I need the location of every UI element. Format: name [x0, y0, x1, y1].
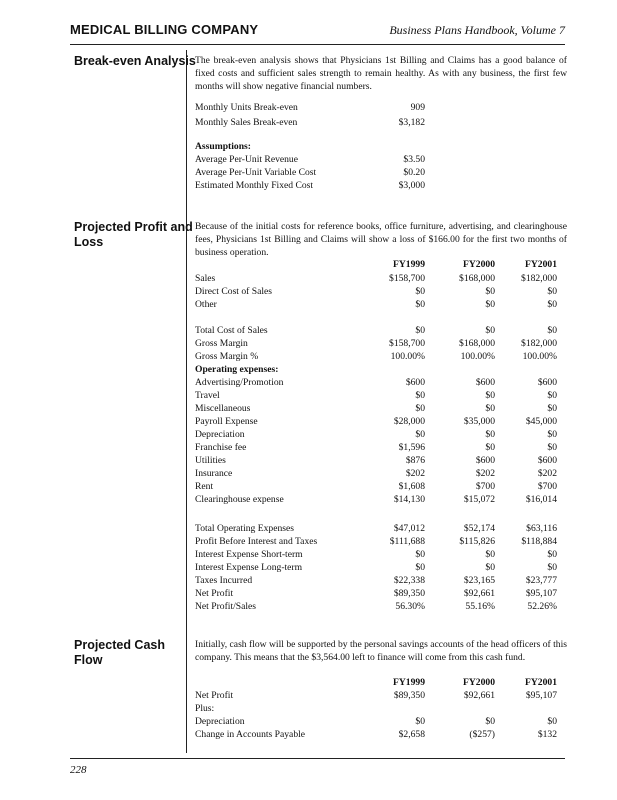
row-label: Estimated Monthly Fixed Cost — [195, 180, 314, 191]
break-even-paragraph: The break-even analysis shows that Physicians 1st Billing and Claims has a good balance of fixed costs and sufficient sales strength to remain healthy. As with any business, the first few months will show negative financial numbers. — [195, 55, 567, 92]
row-value-fy2000: $0 — [485, 716, 495, 727]
row-value-fy2001: $202 — [537, 468, 557, 479]
row-value-fy1999: $14,130 — [393, 494, 425, 505]
table-row — [195, 702, 567, 715]
table-row — [195, 116, 567, 129]
row-value-fy1999: $47,012 — [393, 523, 425, 534]
row-value-fy2000: $92,661 — [463, 588, 495, 599]
assumptions-heading-row — [195, 140, 567, 153]
row-value-fy2001: $0 — [547, 716, 557, 727]
row-label: Clearinghouse expense — [195, 494, 284, 505]
row-value-fy2001: $16,014 — [525, 494, 557, 505]
assumptions-heading: Assumptions: — [195, 141, 251, 152]
table-row — [195, 337, 567, 350]
row-label: Depreciation — [195, 716, 245, 727]
row-value-fy2000: ($257) — [469, 729, 495, 740]
column-divider — [186, 50, 187, 753]
table-row — [195, 467, 567, 480]
table-row — [195, 389, 567, 402]
row-label: Net Profit — [195, 690, 234, 701]
row-label: Travel — [195, 390, 220, 401]
row-label: Other — [195, 299, 217, 310]
row-value-fy2000: $23,165 — [463, 575, 495, 586]
table-row — [195, 728, 567, 741]
table-row — [195, 454, 567, 467]
row-label: Franchise fee — [195, 442, 247, 453]
table-row — [195, 272, 567, 285]
row-value-fy1999: $0 — [415, 299, 425, 310]
row-label: Total Operating Expenses — [195, 523, 294, 534]
row-label: Net Profit — [195, 588, 234, 599]
row-value-fy1999: $0 — [415, 403, 425, 414]
row-value-fy1999: $0 — [415, 716, 425, 727]
row-value-fy2000: $0 — [485, 429, 495, 440]
row-label: Total Cost of Sales — [195, 325, 268, 336]
row-value-fy2000: $168,000 — [459, 338, 495, 349]
row-value-fy2001: 52.26% — [527, 601, 557, 612]
row-value-fy1999: $0 — [415, 286, 425, 297]
row-value-fy2001: 100.00% — [522, 351, 557, 362]
row-value-fy2001: $700 — [537, 481, 557, 492]
row-value-fy2001: $23,777 — [525, 575, 557, 586]
row-label: Average Per-Unit Variable Cost — [195, 167, 317, 178]
row-label: Monthly Sales Break-even — [195, 117, 298, 128]
row-value-fy1999: $0 — [415, 562, 425, 573]
row-value-fy2000: $52,174 — [463, 523, 495, 534]
row-value-fy1999: $28,000 — [393, 416, 425, 427]
table-row — [195, 441, 567, 454]
handbook-title: Business Plans Handbook, Volume 7 — [389, 23, 565, 37]
row-value-fy2000: $600 — [475, 455, 495, 466]
table-row — [195, 600, 567, 613]
section-heading-cash-flow — [74, 638, 165, 668]
row-value-fy1999: $0 — [415, 325, 425, 336]
row-label: Insurance — [195, 468, 233, 479]
year-header: FY1999 — [393, 259, 425, 270]
row-value-fy2001: $118,884 — [521, 536, 557, 547]
table-row — [195, 285, 567, 298]
row-value-fy1999: $158,700 — [389, 273, 425, 284]
row-value-fy2001: $182,000 — [521, 273, 557, 284]
row-value-fy2001: $95,107 — [525, 588, 557, 599]
year-header: FY1999 — [393, 677, 425, 688]
year-header-row — [195, 258, 567, 271]
row-value-fy2000: $0 — [485, 286, 495, 297]
row-value-fy2001: $0 — [547, 390, 557, 401]
row-value: 909 — [410, 102, 425, 113]
row-label: Plus: — [195, 703, 215, 714]
row-value-fy2000: $0 — [485, 403, 495, 414]
row-value-fy2001: $95,107 — [525, 690, 557, 701]
table-row — [195, 574, 567, 587]
row-value-fy2001: $0 — [547, 325, 557, 336]
cash-flow-paragraph: Initially, cash flow will be supported by the personal savings accounts of the head officers of this company. This means that the $3,564.00 left to finance will come from this cash fund. — [195, 639, 567, 663]
row-value-fy1999: $2,658 — [398, 729, 425, 740]
opex-heading-row — [195, 363, 567, 376]
table-row — [195, 350, 567, 363]
row-value: $0.20 — [403, 167, 425, 178]
row-value: $3.50 — [403, 154, 425, 165]
row-value-fy1999: $202 — [405, 468, 425, 479]
table-row — [195, 298, 567, 311]
row-value-fy2000: $15,072 — [463, 494, 495, 505]
row-value-fy2000: $700 — [475, 481, 495, 492]
row-value-fy2001: $0 — [547, 299, 557, 310]
row-value-fy2000: $115,826 — [459, 536, 495, 547]
table-row — [195, 101, 567, 114]
row-value-fy1999: $89,350 — [393, 588, 425, 599]
row-value-fy2001: $0 — [547, 562, 557, 573]
row-value-fy2001: $0 — [547, 403, 557, 414]
row-value-fy2000: $92,661 — [463, 690, 495, 701]
table-row — [195, 324, 567, 337]
table-row — [195, 179, 567, 192]
row-label: Net Profit/Sales — [195, 601, 257, 612]
row-label: Direct Cost of Sales — [195, 286, 273, 297]
row-value-fy2000: $0 — [485, 549, 495, 560]
row-value-fy1999: $1,596 — [398, 442, 425, 453]
row-value-fy1999: 100.00% — [390, 351, 425, 362]
row-label: Miscellaneous — [195, 403, 251, 414]
row-value: $3,000 — [398, 180, 425, 191]
row-label: Gross Margin — [195, 338, 248, 349]
row-value-fy1999: $111,688 — [389, 536, 425, 547]
row-label: Rent — [195, 481, 214, 492]
row-label: Interest Expense Long-term — [195, 562, 303, 573]
year-header-row — [195, 676, 567, 689]
section-heading-profit-loss — [74, 220, 193, 250]
section-heading-break-even: Break-even Analysis — [74, 54, 196, 68]
row-value-fy2000: $202 — [475, 468, 495, 479]
row-value-fy2000: $0 — [485, 390, 495, 401]
row-value-fy2000: $35,000 — [463, 416, 495, 427]
row-value-fy2001: $0 — [547, 442, 557, 453]
row-value: $3,182 — [398, 117, 425, 128]
table-row — [195, 493, 567, 506]
row-label: Gross Margin % — [195, 351, 259, 362]
heading-line: Loss — [74, 235, 104, 249]
row-value-fy2001: $132 — [537, 729, 557, 740]
heading-line: Projected Profit and — [74, 220, 193, 234]
row-label: Utilities — [195, 455, 226, 466]
row-value-fy1999: $158,700 — [389, 338, 425, 349]
row-value-fy2001: $600 — [537, 377, 557, 388]
table-row — [195, 522, 567, 535]
row-value-fy1999: $0 — [415, 390, 425, 401]
row-value-fy2000: $168,000 — [459, 273, 495, 284]
table-row — [195, 376, 567, 389]
row-value-fy2000: $600 — [475, 377, 495, 388]
opex-heading: Operating expenses: — [195, 364, 279, 375]
page-number: 228 — [70, 764, 87, 776]
year-header: FY2001 — [525, 677, 557, 688]
row-label: Sales — [195, 273, 216, 284]
table-row — [195, 166, 567, 179]
row-label: Advertising/Promotion — [195, 377, 284, 388]
running-header — [70, 20, 565, 45]
table-row — [195, 480, 567, 493]
year-header: FY2001 — [525, 259, 557, 270]
row-value-fy2000: $0 — [485, 325, 495, 336]
table-row — [195, 587, 567, 600]
row-label: Change in Accounts Payable — [195, 729, 306, 740]
row-label: Depreciation — [195, 429, 245, 440]
heading-line: Projected Cash — [74, 638, 166, 652]
heading-line: Flow — [74, 653, 103, 667]
row-value-fy2001: $0 — [547, 549, 557, 560]
row-value-fy2000: $0 — [485, 299, 495, 310]
row-label: Monthly Units Break-even — [195, 102, 298, 113]
table-row — [195, 689, 567, 702]
table-row — [195, 428, 567, 441]
row-value-fy1999: $89,350 — [393, 690, 425, 701]
year-header: FY2000 — [463, 677, 495, 688]
table-row — [195, 415, 567, 428]
row-value-fy1999: $876 — [405, 455, 425, 466]
row-label: Average Per-Unit Revenue — [195, 154, 298, 165]
row-value-fy2000: 100.00% — [460, 351, 495, 362]
table-row — [195, 153, 567, 166]
row-value-fy1999: $0 — [415, 549, 425, 560]
table-row — [195, 561, 567, 574]
table-row — [195, 402, 567, 415]
row-value-fy2001: $182,000 — [521, 338, 557, 349]
footer-rule — [70, 758, 565, 759]
row-label: Interest Expense Short-term — [195, 549, 303, 560]
row-value-fy1999: $600 — [405, 377, 425, 388]
row-label: Profit Before Interest and Taxes — [195, 536, 318, 547]
row-value-fy2000: 55.16% — [465, 601, 495, 612]
row-value-fy2001: $0 — [547, 429, 557, 440]
company-title: MEDICAL BILLING COMPANY — [70, 22, 259, 37]
row-value-fy2001: $600 — [537, 455, 557, 466]
profit-loss-paragraph: Because of the initial costs for reference books, office furniture, advertising, and clearinghouse fees, Physicians 1st Billing and Claims will show a loss of $166.00 for the first two months of business operation. — [195, 221, 567, 258]
row-value-fy1999: $0 — [415, 429, 425, 440]
row-value-fy2000: $0 — [485, 562, 495, 573]
row-value-fy2001: $45,000 — [525, 416, 557, 427]
table-row — [195, 715, 567, 728]
row-value-fy2001: $63,116 — [526, 523, 557, 534]
row-value-fy1999: 56.30% — [395, 601, 425, 612]
row-value-fy1999: $1,608 — [398, 481, 425, 492]
row-value-fy2001: $0 — [547, 286, 557, 297]
year-header: FY2000 — [463, 259, 495, 270]
row-value-fy2000: $0 — [485, 442, 495, 453]
table-row — [195, 535, 567, 548]
row-label: Taxes Incurred — [195, 575, 253, 586]
row-value-fy1999: $22,338 — [393, 575, 425, 586]
table-row — [195, 548, 567, 561]
row-label: Payroll Expense — [195, 416, 258, 427]
